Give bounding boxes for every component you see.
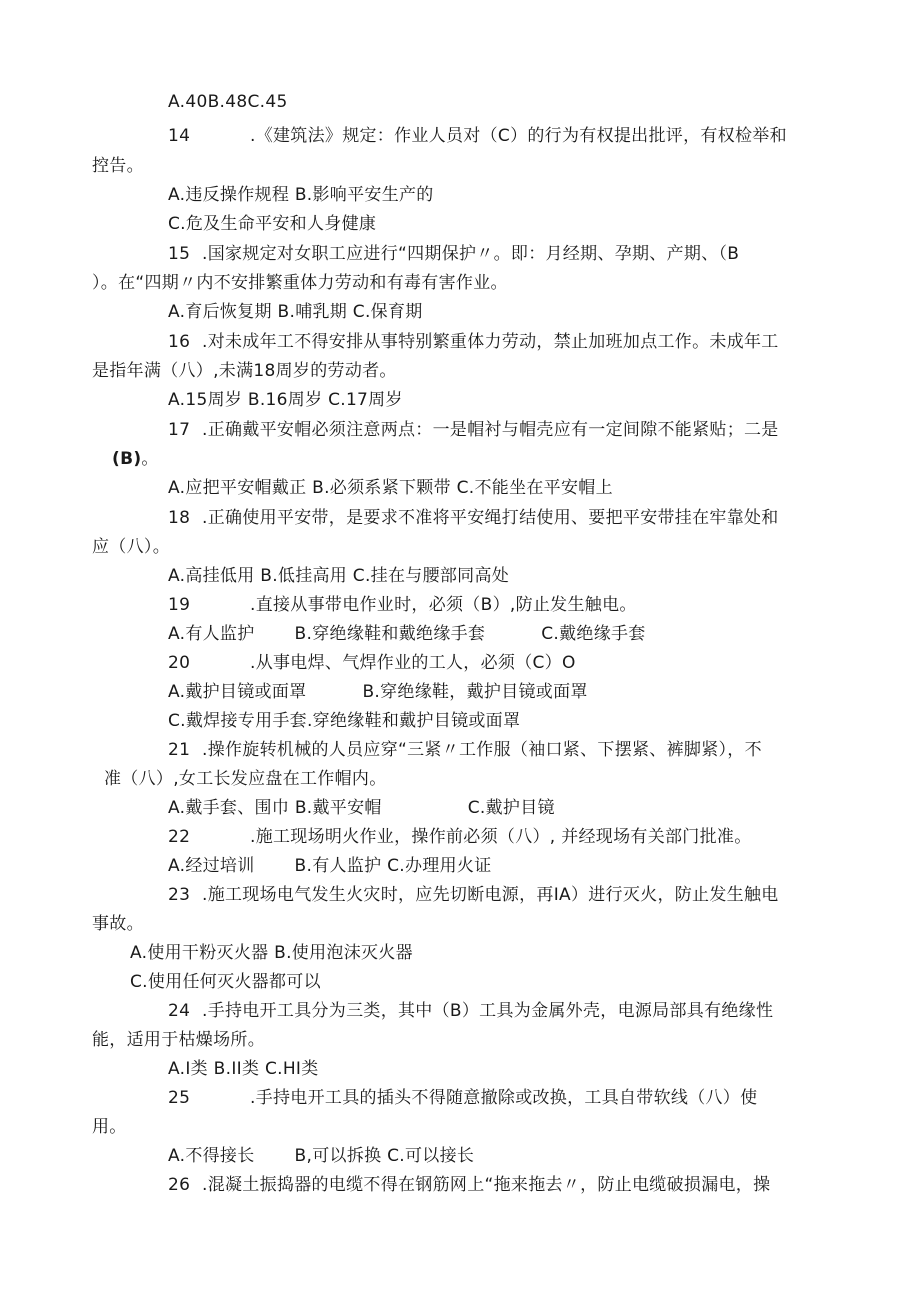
question-25-options bbox=[168, 1145, 474, 1167]
question-text: .对未成年工不得安排从事特别繁重体力劳动，禁止加班加点工作。未成年工 bbox=[202, 332, 779, 352]
question-25 bbox=[168, 1087, 757, 1109]
question-text: .从事电焊、气焊作业的工人，必须（C）O bbox=[250, 653, 576, 673]
question-17 bbox=[168, 419, 779, 441]
options-text: A.育后恢复期 B.哺乳期 C.保育期 bbox=[168, 302, 423, 322]
question-22 bbox=[168, 826, 752, 848]
question-text: 准（八）,女工长发应盘在工作帽内。 bbox=[104, 769, 387, 789]
question-24-options bbox=[168, 1058, 319, 1080]
question-number: 16 bbox=[168, 332, 191, 352]
question-16-cont bbox=[92, 360, 397, 382]
option-ab: A.戴手套、围巾 B.戴平安帽 bbox=[168, 798, 382, 818]
option-b: B.穿绝缘鞋，戴护目镜或面罩 bbox=[362, 682, 588, 702]
question-17-options bbox=[168, 477, 613, 499]
question-16 bbox=[168, 331, 779, 353]
question-text: .直接从事带电作业时，必须（B）,防止发生触电。 bbox=[250, 595, 637, 615]
option-a: A.经过培训 bbox=[168, 856, 255, 876]
options-text: C.危及生命平安和人身健康 bbox=[168, 214, 377, 234]
question-14 bbox=[168, 125, 787, 147]
answer-marker: (B) bbox=[112, 449, 142, 469]
question-23-options-2 bbox=[130, 971, 321, 993]
question-23-options-1 bbox=[130, 942, 413, 964]
option-c: C.戴护目镜 bbox=[467, 798, 555, 818]
question-text: ）。在“四期〃内不安排繁重体力劳动和有毒有害作业。 bbox=[92, 273, 508, 293]
question-19-options bbox=[168, 623, 646, 645]
question-19 bbox=[168, 594, 637, 616]
question-14-options-2 bbox=[168, 213, 376, 235]
question-17-cont bbox=[112, 448, 159, 470]
question-text: .正确戴平安帽必须注意两点：一是帽衬与帽壳应有一定间隙不能紧贴；二是 bbox=[202, 420, 779, 440]
question-21 bbox=[168, 739, 762, 761]
question-number: 18 bbox=[168, 508, 191, 528]
question-text: .手持电开工具的插头不得随意撤除或改换，工具自带软线（八）使 bbox=[250, 1088, 758, 1108]
question-text: 应（八）。 bbox=[92, 537, 170, 557]
option-c: C.戴绝缘手套 bbox=[541, 624, 646, 644]
question-number: 20 bbox=[168, 653, 191, 673]
question-20-options-2 bbox=[168, 710, 520, 732]
option-a: A.不得接长 bbox=[168, 1146, 255, 1166]
question-number: 19 bbox=[168, 595, 191, 615]
question-23 bbox=[168, 884, 779, 906]
options-text: A.使用干粉灭火器 B.使用泡沫灭火器 bbox=[130, 943, 413, 963]
question-number: 17 bbox=[168, 420, 191, 440]
option-a: A.有人监护 bbox=[168, 624, 255, 644]
question-21-cont bbox=[104, 768, 387, 790]
question-number: 25 bbox=[168, 1088, 191, 1108]
options-text: C.使用任何灭火器都可以 bbox=[130, 972, 321, 992]
option-b: B.穿绝缘鞋和戴绝缘手套 bbox=[294, 624, 486, 644]
question-text: 事故。 bbox=[92, 914, 144, 934]
question-text: .施工现场电气发生火灾时，应先切断电源，再IA）进行灭火，防止发生触电 bbox=[202, 885, 779, 905]
question-number: 22 bbox=[168, 827, 191, 847]
option-c: C.戴焊接专用手套.穿绝缘鞋和戴护目镜或面罩 bbox=[168, 711, 521, 731]
options-text: A.I类 B.II类 C.HI类 bbox=[168, 1059, 319, 1079]
options-text: A.15周岁 B.16周岁 C.17周岁 bbox=[168, 390, 403, 410]
question-16-options bbox=[168, 389, 403, 411]
question-text: .正确使用平安带，是要求不准将平安绳打结使用、要把平安带挂在牢靠处和 bbox=[202, 508, 779, 528]
question-15-cont bbox=[92, 272, 508, 294]
question-14-cont bbox=[92, 155, 144, 177]
option-bc: B,可以拆换 C.可以接长 bbox=[294, 1146, 475, 1166]
question-20-options-1 bbox=[168, 681, 588, 703]
options-text: A.违反操作规程 B.影响平安生产的 bbox=[168, 185, 434, 205]
question-18-options bbox=[168, 565, 509, 587]
question-text: 。 bbox=[141, 449, 159, 469]
question-18-cont bbox=[92, 536, 170, 558]
question-text: .施工现场明火作业，操作前必须（八）, 并经现场有关部门批准。 bbox=[250, 827, 752, 847]
options-text: A.应把平安帽戴正 B.必须系紧下颗带 C.不能坐在平安帽上 bbox=[168, 478, 613, 498]
options-text: A.40B.48C.45 bbox=[168, 92, 288, 112]
question-number: 15 bbox=[168, 244, 191, 264]
question-number: 23 bbox=[168, 885, 191, 905]
question-text: 用。 bbox=[92, 1117, 127, 1137]
question-25-cont bbox=[92, 1116, 127, 1138]
question-18 bbox=[168, 507, 779, 529]
question-23-cont bbox=[92, 913, 144, 935]
q13-options bbox=[168, 91, 288, 113]
option-a: A.戴护目镜或面罩 bbox=[168, 682, 307, 702]
question-24 bbox=[168, 1000, 773, 1022]
question-number: 14 bbox=[168, 126, 191, 146]
question-text: 是指年满（八）,未满18周岁的劳动者。 bbox=[92, 361, 397, 381]
question-text: .国家规定对女职工应进行“四期保护〃。即：月经期、孕期、产期、（B bbox=[202, 244, 740, 264]
question-text: 能，适用于枯燥场所。 bbox=[92, 1030, 265, 1050]
question-20 bbox=[168, 652, 576, 674]
question-22-options bbox=[168, 855, 492, 877]
question-14-options-1 bbox=[168, 184, 434, 206]
question-number: 24 bbox=[168, 1001, 191, 1021]
question-text: .操作旋转机械的人员应穿“三紧〃工作服（袖口紧、下摆紧、裤脚紧），不 bbox=[202, 740, 762, 760]
option-bc: B.有人监护 C.办理用火证 bbox=[294, 856, 492, 876]
question-text: .混凝土振捣器的电缆不得在钢筋网上“拖来拖去〃，防止电缆破损漏电，操 bbox=[202, 1175, 771, 1195]
question-26 bbox=[168, 1174, 770, 1196]
question-number: 21 bbox=[168, 740, 191, 760]
question-text: 控告。 bbox=[92, 156, 144, 176]
question-text: .手持电开工具分为三类，其中（B）工具为金属外壳，电源局部具有绝缘性 bbox=[202, 1001, 774, 1021]
question-15-options bbox=[168, 301, 423, 323]
question-number: 26 bbox=[168, 1175, 191, 1195]
question-text: .《建筑法》规定：作业人员对（C）的行为有权提出批评，有权检举和 bbox=[250, 126, 787, 146]
question-21-options bbox=[168, 797, 555, 819]
question-24-cont bbox=[92, 1029, 265, 1051]
options-text: A.高挂低用 B.低挂高用 C.挂在与腰部同高处 bbox=[168, 566, 510, 586]
question-15 bbox=[168, 243, 739, 265]
